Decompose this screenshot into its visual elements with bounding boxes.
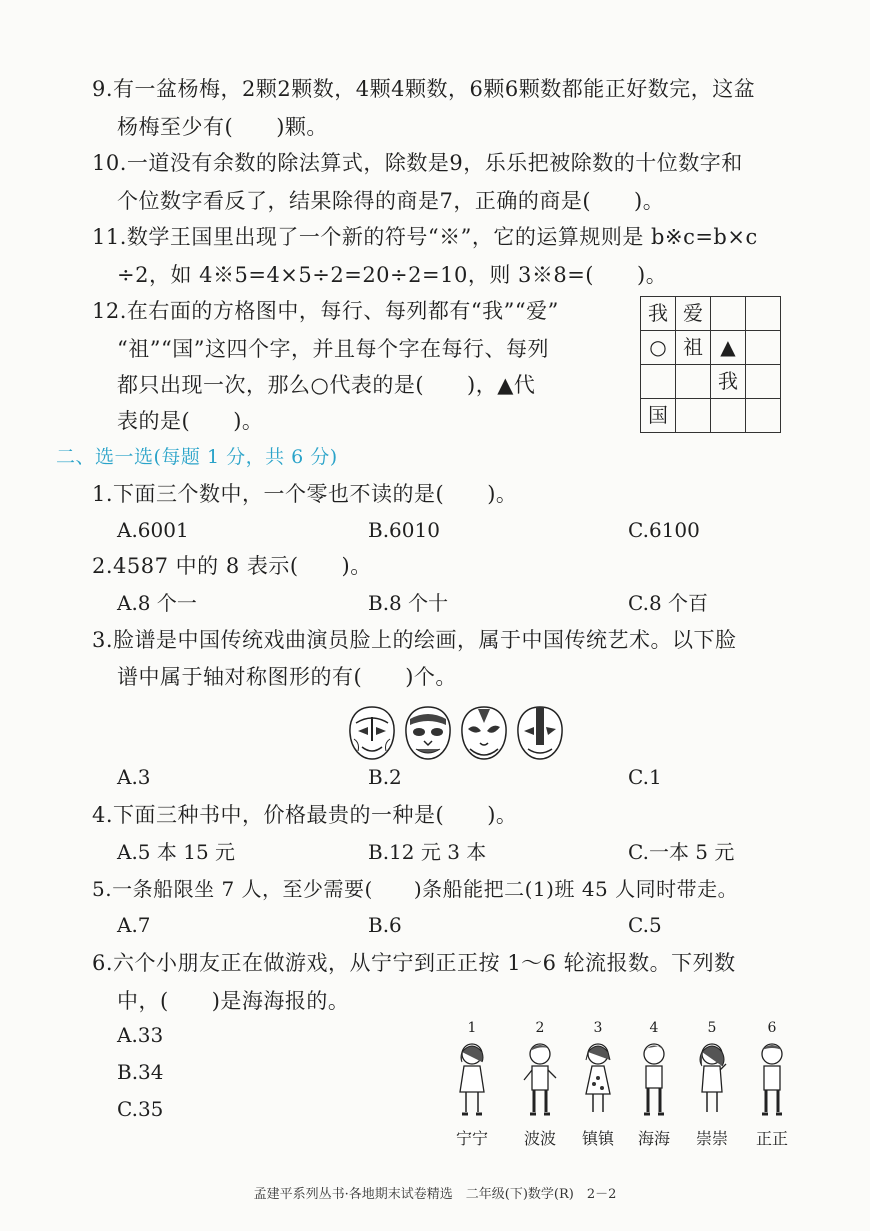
q10-line2: 个位数字看反了，结果除得的商是7，正确的商是( )。 xyxy=(117,189,665,213)
grid-cell: 我 xyxy=(711,365,746,399)
c3-stem-line2: 谱中属于轴对称图形的有( )个。 xyxy=(117,665,457,689)
grid-cell: 我 xyxy=(641,297,676,331)
q12-line3: 都只出现一次，那么○代表的是( )，▲代 xyxy=(117,373,536,397)
c5-option-b: B.6 xyxy=(368,913,402,937)
c6-option-b: B.34 xyxy=(117,1060,164,1084)
c2-stem: 2.4587 中的 8 表示( )。 xyxy=(92,554,372,578)
q11-line1: 11.数学王国里出现了一个新的符号“※”，它的运算规则是 b※c=b×c xyxy=(92,225,758,249)
c2-option-c: C.8 个百 xyxy=(628,591,709,615)
character-grid xyxy=(640,296,781,433)
grid-cell xyxy=(746,331,781,365)
q12-line1: 12.在右面的方格图中，每行、每列都有“我”“爱” xyxy=(92,299,559,323)
c3-option-b: B.2 xyxy=(368,765,402,789)
child-number: 2 xyxy=(535,1020,545,1036)
child-name: 正正 xyxy=(755,1129,788,1148)
child-name: 波波 xyxy=(523,1129,556,1148)
c4-option-c: C.一本 5 元 xyxy=(628,840,735,864)
child-number: 5 xyxy=(707,1020,717,1036)
child-figure xyxy=(632,1020,676,1149)
opera-mask-icon xyxy=(514,705,566,761)
c3-stem-line1: 3.脸谱是中国传统戏曲演员脸上的绘画，属于中国传统艺术。以下脸 xyxy=(92,628,737,652)
child-number: 6 xyxy=(767,1020,777,1036)
child-boy-icon xyxy=(636,1040,672,1120)
c4-option-b: B.12 元 3 本 xyxy=(368,840,487,864)
c3-option-a: A.3 xyxy=(117,765,151,789)
grid-cell: 国 xyxy=(641,399,676,433)
c1-stem: 1.下面三个数中，一个零也不读的是( )。 xyxy=(92,482,518,506)
grid-cell xyxy=(746,297,781,331)
grid-cell-circle: ○ xyxy=(641,331,676,365)
c1-option-c: C.6100 xyxy=(628,518,700,542)
c4-option-a: A.5 本 15 元 xyxy=(117,840,236,864)
c6-stem-line1: 6.六个小朋友正在做游戏，从宁宁到正正按 1～6 轮流报数。下列数 xyxy=(92,951,736,975)
q9-line1: 9.有一盆杨梅，2颗2颗数，4颗4颗数，6颗6颗数都能正好数完，这盆 xyxy=(92,77,756,101)
grid-cell: 爱 xyxy=(676,297,711,331)
child-boy-icon xyxy=(522,1040,558,1120)
q12-line4: 表的是( )。 xyxy=(117,409,264,433)
c6-option-c: C.35 xyxy=(117,1097,164,1121)
child-girl-icon xyxy=(454,1040,490,1120)
q11-line2: ÷2，如 4※5=4×5÷2=20÷2=10，则 3※8=( )。 xyxy=(117,263,668,287)
grid-cell xyxy=(746,365,781,399)
c2-option-a: A.8 个一 xyxy=(117,591,197,615)
q10-line1: 10.一道没有余数的除法算式，除数是9，乐乐把被除数的十位数字和 xyxy=(92,151,743,175)
c5-option-c: C.5 xyxy=(628,913,662,937)
grid-cell: 祖 xyxy=(676,331,711,365)
grid-cell xyxy=(676,365,711,399)
c2-option-b: B.8 个十 xyxy=(368,591,449,615)
child-name: 镇镇 xyxy=(581,1129,614,1148)
child-boy-icon xyxy=(754,1040,790,1120)
child-figure xyxy=(576,1020,620,1149)
grid-cell xyxy=(641,365,676,399)
c4-stem: 4.下面三种书中，价格最贵的一种是( )。 xyxy=(92,803,518,827)
child-girl-icon xyxy=(580,1040,616,1120)
c6-option-a: A.33 xyxy=(117,1023,164,1047)
child-number: 3 xyxy=(593,1020,603,1036)
opera-mask-icon xyxy=(402,705,454,761)
q9-line2: 杨梅至少有( )颗。 xyxy=(117,115,328,139)
child-number: 1 xyxy=(467,1020,477,1036)
child-figure xyxy=(750,1020,794,1149)
child-figure xyxy=(518,1020,562,1149)
c1-option-b: B.6010 xyxy=(368,518,440,542)
c3-option-c: C.1 xyxy=(628,765,662,789)
c5-stem: 5.一条船限坐 7 人，至少需要( )条船能把二(1)班 45 人同时带走。 xyxy=(92,877,739,901)
section2-title: 二、选一选(每题 1 分，共 6 分) xyxy=(56,446,338,468)
child-figure xyxy=(690,1020,734,1149)
grid-cell xyxy=(711,399,746,433)
opera-mask-icon xyxy=(458,705,510,761)
grid-cell xyxy=(711,297,746,331)
c1-option-a: A.6001 xyxy=(117,518,189,542)
q12-line2: “祖”“国”这四个字，并且每个字在每行、每列 xyxy=(117,337,549,361)
grid-cell xyxy=(746,399,781,433)
c5-option-a: A.7 xyxy=(117,913,151,937)
child-figure xyxy=(450,1020,494,1149)
opera-mask-icon xyxy=(346,705,398,761)
child-number: 4 xyxy=(649,1020,659,1036)
child-girl-icon xyxy=(694,1040,730,1120)
page-footer: 孟建平系列丛书·各地期末试卷精选 二年级(下)数学(R) 2－2 xyxy=(253,1187,617,1202)
grid-cell-triangle: ▲ xyxy=(711,331,746,365)
c6-stem-line2: 中，( )是海海报的。 xyxy=(117,989,350,1013)
child-name: 海海 xyxy=(637,1129,670,1148)
grid-cell xyxy=(676,399,711,433)
child-name: 宁宁 xyxy=(455,1129,488,1148)
child-name: 崇崇 xyxy=(695,1129,728,1148)
